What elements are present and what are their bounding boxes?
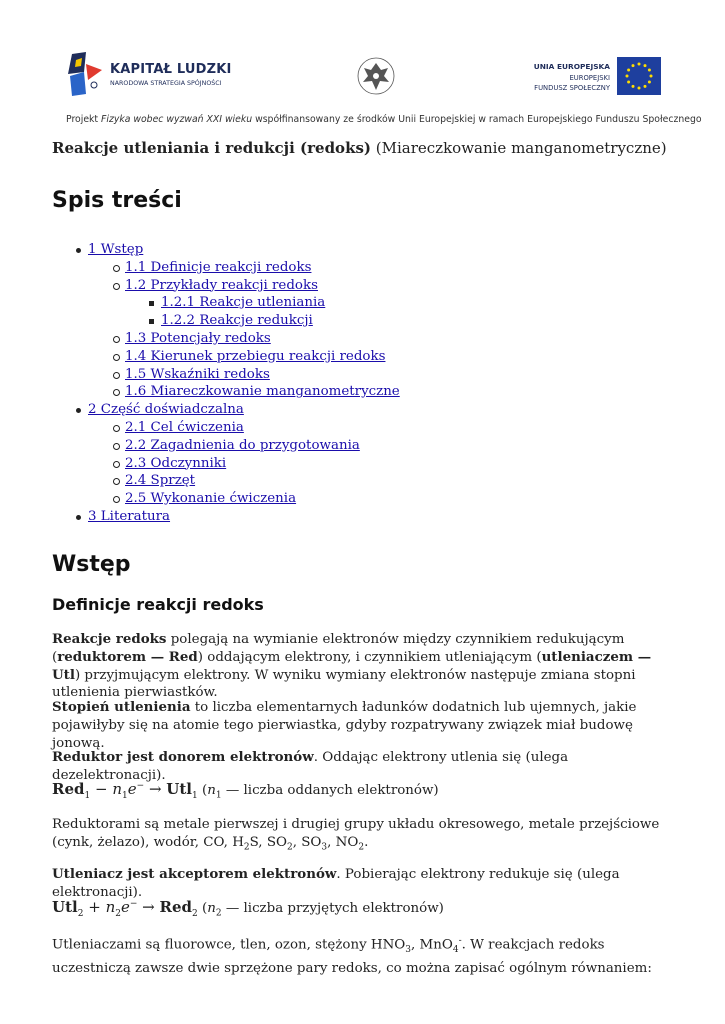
toc-item	[52, 348, 400, 366]
bullet-circle-icon	[113, 443, 120, 450]
eu-fund-line1: EUROPEJSKI	[569, 74, 610, 82]
section-heading-wstep: Wstęp	[52, 552, 131, 577]
formula-note: — liczba oddanych elektronów)	[221, 783, 439, 798]
project-suffix: współfinansowany ze środków Unii Europejskiej w ramach Europejskiego Funduszu Społecznego	[252, 114, 702, 125]
text: . Oddając elektrony utlenia się (ulega dezelektronacji).	[52, 750, 569, 783]
paragraph-utleniaczami: Utleniaczami są fluorowce, tlen, ozon, stężony $HNO_3$, MnO$_4$-. W reakcjach redoks uczestniczą zawsze dwie sprzężone pary redoks, co można zapisać ogólnym równaniem:	[52, 936, 652, 976]
toc-link[interactable]: 1.6 Miareczkowanie manganometryczne	[125, 384, 400, 400]
toc-link[interactable]: 1.1 Definicje reakcji redoks	[125, 259, 312, 275]
toc-item	[52, 330, 400, 348]
toc-link[interactable]: 2 Część doświadczalna	[88, 402, 244, 418]
toc-link[interactable]: 2.5 Wykonanie ćwiczenia	[125, 491, 297, 507]
header-logos	[66, 44, 666, 104]
document-title	[52, 139, 667, 157]
bullet-disc-icon	[76, 408, 81, 413]
project-line	[66, 114, 702, 125]
term-bold: Reakcje redoks	[52, 631, 167, 647]
paragraph-utleniacz	[52, 866, 674, 902]
toc-item	[52, 437, 400, 455]
toc-item	[52, 294, 400, 312]
bullet-disc-icon	[76, 515, 81, 520]
formula-note: — liczba przyjętych elektronów)	[221, 901, 444, 916]
paragraph-reduktorami: Reduktorami są metale pierwszej i drugiej grupy układu okresowego, metale przejściowe (cynk, żelazo), wodór, CO, $H_2S$, $SO_2$, $SO_3$, $NO_2$.	[52, 817, 660, 853]
bullet-square-icon	[149, 301, 154, 306]
text: , MnO	[411, 937, 453, 953]
toc-item	[52, 472, 400, 490]
bullet-circle-icon	[113, 461, 120, 468]
toc-link[interactable]: 2.4 Sprzęt	[125, 473, 196, 489]
toc-item	[52, 419, 400, 437]
text: . W reakcjach redoks uczestniczą zawsze dwie sprzężone pary redoks, co można zapisać ogólnym równaniem:	[52, 937, 652, 976]
eu-fund-line2: FUNDUSZ SPOŁECZNY	[534, 84, 610, 92]
toc-link[interactable]: 1.2.1 Reakcje utleniania	[161, 295, 326, 311]
text: S, SO	[249, 834, 287, 850]
text: Utleniaczami są fluorowce, tlen, ozon, stężony HNO	[52, 937, 406, 953]
project-prefix: Projekt	[66, 114, 102, 125]
text: to liczba elementarnych ładunków dodatnich lub ujemnych, jakie pojawiłyby się na atomie tego pierwiastka, gdyby rozpatrywany związek miał budowę jonową.	[52, 700, 637, 751]
text: . Pobierając elektrony redukuje się (ulega elektronacji).	[52, 867, 620, 900]
bullet-square-icon	[149, 319, 154, 324]
toc-link[interactable]: 1.3 Potencjały redoks	[125, 330, 271, 346]
text: , NO	[327, 834, 359, 850]
text: Reduktorami są metale pierwszej i drugiej grupy układu okresowego, metale przejściowe (cynk, żelazo), wodór, CO, H	[52, 817, 660, 850]
toc-link[interactable]: 1 Wstęp	[88, 242, 144, 257]
formula-oxidizer: $Utl_2 + n_2e^- \to Red_2$ ($n_2$ — liczba przyjętych elektronów)	[52, 898, 444, 919]
title-bold: Reakcje utleniania i redukcji (redoks)	[52, 139, 371, 157]
bullet-disc-icon	[76, 248, 81, 253]
text: ) oddającym elektrony, i czynnikiem utleniającym (	[197, 649, 542, 665]
toc-item	[52, 490, 400, 508]
eu-title: UNIA EUROPEJSKA	[533, 62, 610, 71]
term-bold: Stopień utlenienia	[52, 699, 191, 715]
bullet-circle-icon	[113, 283, 120, 290]
paragraph-reakcje-redoks	[52, 631, 674, 702]
toc-link[interactable]: 1.2 Przykłady reakcji redoks	[125, 277, 318, 293]
toc-item	[52, 259, 400, 277]
subsection-heading-definicje: Definicje reakcji redoks	[52, 595, 264, 614]
text: polegają na wymianie elektronów między czynnikiem redukującym (	[52, 632, 625, 665]
toc-link[interactable]: 1.2.2 Reakcje redukcji	[161, 313, 313, 329]
term-bold: utleniaczem — Utl	[52, 648, 652, 683]
toc-item	[52, 312, 400, 330]
toc-item	[52, 277, 400, 295]
bullet-circle-icon	[113, 478, 120, 485]
bullet-circle-icon	[113, 496, 120, 503]
term-bold: reduktorem — Red	[57, 648, 198, 665]
table-of-contents	[52, 241, 400, 526]
kapital-ludzki-subtitle: NARODOWA STRATEGIA SPÓJNOŚCI	[110, 80, 222, 87]
toc-link[interactable]: 2.1 Cel ćwiczenia	[125, 419, 244, 435]
paragraph-stopien-utlenienia	[52, 699, 674, 752]
term-bold: Reduktor jest donorem elektronów	[52, 749, 314, 765]
text: .	[364, 834, 369, 850]
kapital-ludzki-title: KAPITAŁ LUDZKI	[110, 62, 232, 77]
title-rest: (Miareczkowanie manganometryczne)	[371, 139, 667, 157]
toc-link[interactable]: 2.3 Odczynniki	[125, 455, 227, 471]
toc-item	[52, 455, 400, 473]
bullet-circle-icon	[113, 354, 120, 361]
toc-item	[52, 383, 400, 401]
toc-item	[52, 401, 400, 419]
term-bold: Utleniacz jest akceptorem elektronów	[52, 866, 337, 882]
toc-link[interactable]: 1.5 Wskaźniki redoks	[125, 366, 270, 382]
bullet-circle-icon	[113, 372, 120, 379]
bullet-circle-icon	[113, 425, 120, 432]
toc-item	[52, 241, 400, 259]
formula-reductor: $Red_1 - n_1e^- \to Utl_1$ ($n_1$ — liczba oddanych elektronów)	[52, 780, 439, 801]
toc-link[interactable]: 1.4 Kierunek przebiegu reakcji redoks	[125, 348, 386, 364]
bullet-circle-icon	[113, 265, 120, 272]
toc-heading: Spis treści	[52, 188, 182, 213]
toc-link[interactable]: 2.2 Zagadnienia do przygotowania	[125, 437, 360, 453]
equation: $Utl_2 + n_2e^- \to Red_2$	[52, 898, 198, 919]
equation: $Red_1 - n_1e^- \to Utl_1$	[52, 780, 198, 801]
text: , SO	[292, 834, 322, 850]
project-name: Fizyka wobec wyzwań XXI wieku	[101, 114, 253, 125]
eu-flag-icon	[617, 57, 661, 95]
text: ) przyjmującym elektrony. W wyniku wymiany elektronów następuje zmiana stopni utlenienia pierwiastków.	[52, 667, 636, 701]
bullet-circle-icon	[113, 336, 120, 343]
toc-link[interactable]: 3 Literatura	[88, 508, 171, 524]
bullet-circle-icon	[113, 389, 120, 396]
university-warsaw-emblem	[356, 54, 396, 100]
toc-item	[52, 366, 400, 384]
toc-item	[52, 508, 400, 526]
